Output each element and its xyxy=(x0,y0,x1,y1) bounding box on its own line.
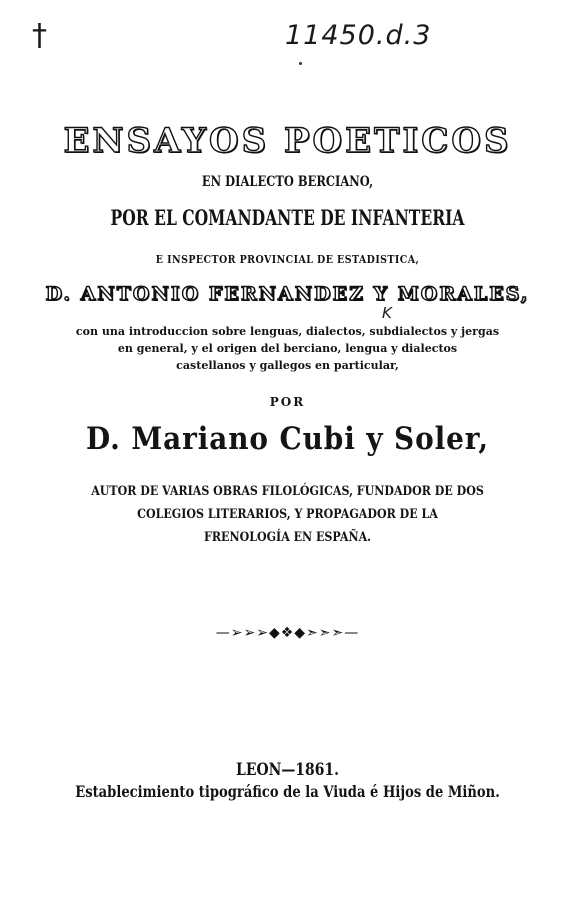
ink-speck xyxy=(299,62,302,65)
by-label: POR xyxy=(269,395,306,409)
place-and-year: LEON—1861. xyxy=(236,760,339,780)
dialect-line: EN DIALECTO BERCIANO, xyxy=(201,174,374,190)
intro-line: en general, y el origen del berciano, lengua y dialectos xyxy=(117,341,458,355)
author-credentials xyxy=(86,480,490,549)
credential-line: FRENOLOGÍA EN ESPAÑA. xyxy=(204,530,371,545)
intro-line: con una introduccion sobre lenguas, dialectos, subdialectos y jergas xyxy=(75,324,500,338)
rank-line: POR EL COMANDANTE DE INFANTERIA xyxy=(110,205,465,230)
handwritten-mark: K xyxy=(382,304,392,322)
book-title: ENSAYOS POETICOS xyxy=(63,121,512,161)
introduction-note xyxy=(69,323,506,374)
second-author-name: D. Mariano Cubi y Soler, xyxy=(86,421,489,457)
author-name: D. ANTONIO FERNANDEZ Y MORALES, xyxy=(45,283,530,305)
handwritten-call-number: 11450.d.3 xyxy=(285,20,432,51)
credential-line: AUTOR DE VARIAS OBRAS FILOLÓGICAS, FUNDADOR DE DOS xyxy=(91,484,484,499)
ornament-divider: —➢➢➢◆❖◆➣➣➣— xyxy=(215,625,360,641)
handwritten-cross: † xyxy=(32,18,47,53)
credential-line: COLEGIOS LITERARIOS, Y PROPAGADOR DE LA xyxy=(137,507,438,522)
printer-imprint: Establecimiento tipográfico de la Viuda é Hijos de Miñon. xyxy=(75,782,500,801)
intro-line: castellanos y gallegos en particular, xyxy=(176,358,399,372)
office-line: E INSPECTOR PROVINCIAL DE ESTADISTICA, xyxy=(155,253,420,266)
